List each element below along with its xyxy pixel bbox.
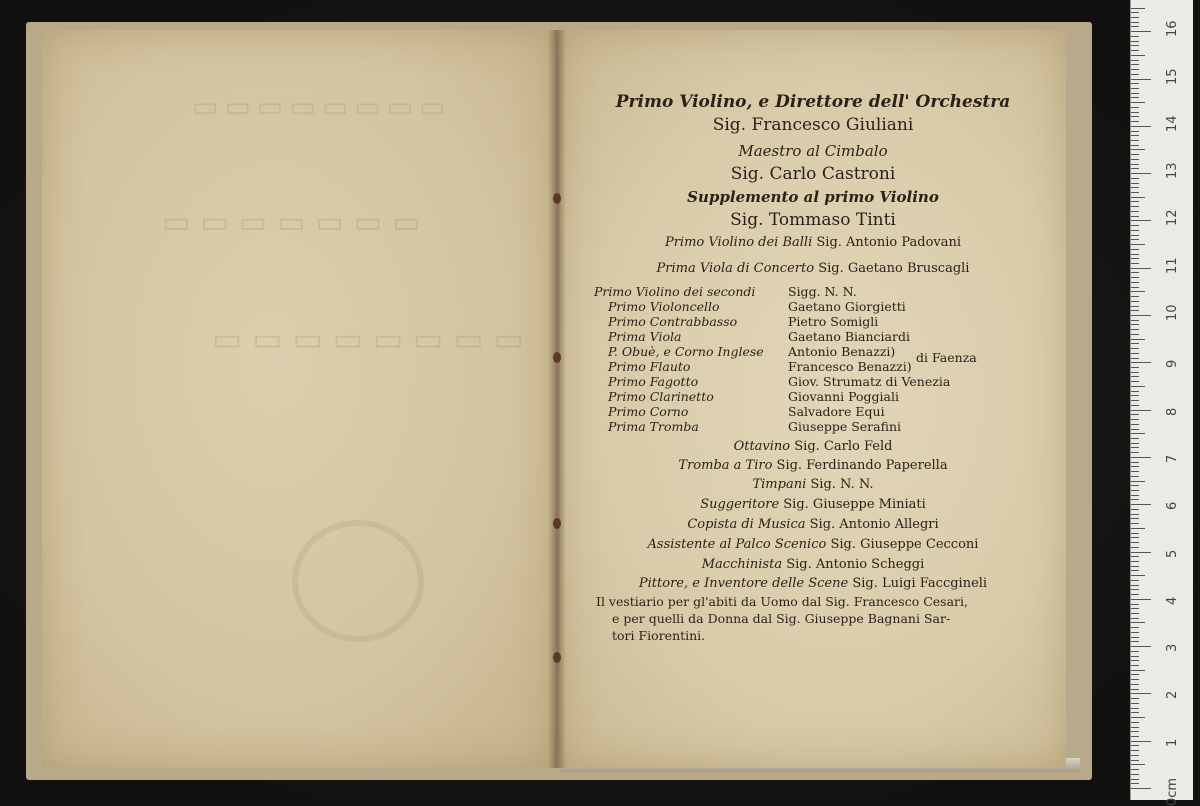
credit-name: Sig. Gaetano Bruscagli xyxy=(818,261,970,276)
ruler-tick xyxy=(1131,320,1139,321)
orchestra-role: P. Obuè, e Corno Inglese xyxy=(608,344,764,359)
ruler-tick xyxy=(1131,651,1139,652)
ruler-tick xyxy=(1131,220,1151,221)
ruler-tick xyxy=(1131,187,1139,188)
ruler-tick xyxy=(1131,731,1139,732)
orchestra-name: Giov. Strumatz di Venezia xyxy=(788,374,951,389)
ruler-tick xyxy=(1131,69,1139,70)
credit-name: Sig. Carlo Castroni xyxy=(730,164,896,184)
ruler-tick xyxy=(1131,755,1139,756)
show-through-title-2: ▭▭▭▭▭▭▭▭ xyxy=(212,320,534,358)
ruler-tick xyxy=(1131,287,1139,288)
ruler-tick xyxy=(1131,660,1139,661)
ruler-tick xyxy=(1131,703,1139,704)
ruler-tick xyxy=(1131,173,1151,174)
ruler-tick xyxy=(1131,97,1139,98)
ruler-tick xyxy=(1131,575,1145,576)
credit-name: Sig. Antonio Padovani xyxy=(816,235,962,250)
ruler-tick xyxy=(1131,391,1139,392)
credit-name: Sig. Antonio Allegri xyxy=(809,517,939,532)
ruler-tick xyxy=(1131,689,1139,690)
credit-name: Sig. Carlo Feld xyxy=(794,439,893,454)
vestiario-line: tori Fiorentini. xyxy=(612,628,706,643)
orchestra-name: Salvadore Equi xyxy=(788,404,885,419)
binding-stitch xyxy=(553,193,561,204)
ruler-label: 5 xyxy=(1165,549,1180,558)
ruler-tick xyxy=(1131,50,1139,51)
ruler-tick xyxy=(1131,367,1139,368)
ruler-tick xyxy=(1131,244,1145,245)
ruler-tick xyxy=(1131,26,1139,27)
ruler-tick xyxy=(1131,414,1139,415)
credit-block-2 xyxy=(560,142,1066,184)
credit-role: Macchinista xyxy=(701,557,783,572)
ruler-tick xyxy=(1131,514,1139,515)
ruler-tick xyxy=(1131,495,1139,496)
ruler-tick xyxy=(1131,679,1139,680)
ruler-tick xyxy=(1131,263,1139,264)
ruler-tick xyxy=(1131,627,1139,628)
ruler-tick xyxy=(1131,429,1139,430)
orchestra-role: Primo Violino dei secondi xyxy=(594,284,756,299)
ruler-tick xyxy=(1131,632,1139,633)
ruler-tick xyxy=(1131,83,1139,84)
ruler-tick xyxy=(1131,613,1139,614)
ruler-tick xyxy=(1131,504,1151,505)
ruler-tick xyxy=(1131,741,1151,742)
ruler-tick xyxy=(1131,74,1139,75)
credit-name: Sig. Tommaso Tinti xyxy=(730,210,896,230)
ruler-tick xyxy=(1131,618,1139,619)
ruler-label: 13 xyxy=(1165,162,1180,180)
right-page xyxy=(560,30,1066,768)
ruler-tick xyxy=(1131,353,1139,354)
ruler-tick xyxy=(1131,783,1139,784)
binding-stitch xyxy=(553,352,561,363)
ruler-tick xyxy=(1131,291,1145,292)
ruler-tick xyxy=(1131,107,1139,108)
ruler-tick xyxy=(1131,329,1139,330)
ruler-tick xyxy=(1131,12,1139,13)
ruler-tick xyxy=(1131,684,1139,685)
ruler-tick xyxy=(1131,476,1139,477)
ruler-label: 9 xyxy=(1165,360,1180,369)
credit-role: Primo Violino dei Balli xyxy=(664,235,813,250)
ruler-tick xyxy=(1131,79,1151,80)
ruler-tick xyxy=(1131,272,1139,273)
binding-stitch xyxy=(553,652,561,663)
ruler-label: 0cm xyxy=(1165,777,1180,806)
ruler-tick xyxy=(1131,779,1139,780)
ruler-tick xyxy=(1131,656,1139,657)
ruler-tick xyxy=(1131,518,1139,519)
credit-line xyxy=(560,261,1066,276)
ruler-tick xyxy=(1131,277,1139,278)
credit-role: Supplemento al primo Violino xyxy=(687,188,939,206)
ruler-tick xyxy=(1131,641,1139,642)
credit-role: Prima Viola di Concerto xyxy=(656,261,815,276)
ruler-tick xyxy=(1131,64,1139,65)
ruler-tick xyxy=(1131,547,1139,548)
credit-role: Maestro al Cimbalo xyxy=(738,142,888,160)
ruler-tick xyxy=(1131,201,1139,202)
ruler-tick xyxy=(1131,745,1139,746)
ruler-tick xyxy=(1131,542,1139,543)
ruler-label: 2 xyxy=(1165,691,1180,700)
faenza-note: di Faenza xyxy=(916,350,977,365)
orchestra-role: Primo Corno xyxy=(608,404,689,419)
ruler-tick xyxy=(1131,358,1139,359)
ruler-tick xyxy=(1131,126,1151,127)
credit-name: Sig. Ferdinando Paperella xyxy=(776,458,948,473)
orchestra-name: Gaetano Bianciardi xyxy=(788,329,910,344)
ruler-label: 7 xyxy=(1165,454,1180,463)
ruler-tick xyxy=(1131,149,1145,150)
ruler-tick xyxy=(1131,168,1139,169)
ruler-tick xyxy=(1131,533,1139,534)
orchestra-name: Giuseppe Serafini xyxy=(788,419,901,434)
ruler-tick xyxy=(1131,589,1139,590)
ruler-tick xyxy=(1131,164,1139,165)
orchestra-role: Primo Contrabbasso xyxy=(608,314,738,329)
ruler-tick xyxy=(1131,670,1145,671)
ruler-tick xyxy=(1131,447,1139,448)
credit-block-1 xyxy=(560,92,1066,135)
credit-name: Sig. Francesco Giuliani xyxy=(712,115,914,135)
ruler-tick xyxy=(1131,306,1139,307)
ruler-tick xyxy=(1131,22,1139,23)
ruler-tick xyxy=(1131,386,1145,387)
orchestra-name: Pietro Somigli xyxy=(788,314,879,329)
ruler-tick xyxy=(1131,183,1139,184)
orchestra-role: Primo Clarinetto xyxy=(608,389,714,404)
credit-line xyxy=(560,458,1066,473)
credit-role: Timpani xyxy=(752,477,807,492)
show-through-heading: ▭▭▭▭▭▭▭▭ xyxy=(192,90,452,123)
ruler-tick xyxy=(1131,566,1139,567)
ruler-tick xyxy=(1131,585,1139,586)
ruler-tick xyxy=(1131,736,1139,737)
ruler-tick xyxy=(1131,88,1139,89)
ruler-tick xyxy=(1131,471,1139,472)
orchestra-role: Prima Viola xyxy=(608,329,682,344)
ruler-tick xyxy=(1131,216,1139,217)
ruler-tick xyxy=(1131,523,1139,524)
ruler-label: 4 xyxy=(1165,596,1180,605)
ruler-tick xyxy=(1131,457,1151,458)
ruler-tick xyxy=(1131,45,1139,46)
ruler-tick xyxy=(1131,443,1139,444)
ruler-tick xyxy=(1131,462,1139,463)
show-through-title: ▭▭▭▭▭▭▭ xyxy=(162,205,431,240)
ruler-tick xyxy=(1131,712,1139,713)
ruler-tick xyxy=(1131,481,1145,482)
ruler-tick xyxy=(1131,604,1139,605)
ruler-tick xyxy=(1131,31,1151,32)
ruler-tick xyxy=(1131,230,1139,231)
ruler-tick xyxy=(1131,750,1139,751)
ruler-tick xyxy=(1131,395,1139,396)
ruler-tick xyxy=(1131,192,1139,193)
orchestra-name: Gaetano Giorgietti xyxy=(788,299,906,314)
ruler-tick xyxy=(1131,178,1139,179)
ruler-tick xyxy=(1131,296,1139,297)
credit-name: Sig. Giuseppe Cecconi xyxy=(830,537,979,552)
ruler-tick xyxy=(1131,362,1151,363)
ruler-tick xyxy=(1131,324,1139,325)
ruler-tick xyxy=(1131,258,1139,259)
ruler-tick xyxy=(1131,537,1139,538)
credit-name: Sig. Antonio Scheggi xyxy=(786,557,925,572)
ruler-tick xyxy=(1131,769,1139,770)
credit-role: Assistente al Palco Scenico xyxy=(647,537,827,552)
credit-line xyxy=(560,517,1066,532)
credit-line xyxy=(560,439,1066,454)
ruler-tick xyxy=(1131,622,1145,623)
ruler-tick xyxy=(1131,60,1139,61)
ruler-tick xyxy=(1131,145,1139,146)
left-page xyxy=(42,30,556,768)
ruler-label: 11 xyxy=(1165,257,1180,274)
ruler-tick xyxy=(1131,55,1145,56)
ruler-tick xyxy=(1131,608,1139,609)
ruler-tick xyxy=(1131,727,1139,728)
ruler-tick xyxy=(1131,348,1139,349)
orchestra-name: Francesco Benazzi) xyxy=(788,359,912,374)
ruler-tick xyxy=(1131,310,1139,311)
ruler-tick xyxy=(1131,485,1139,486)
ruler-tick xyxy=(1131,674,1139,675)
ruler-tick xyxy=(1131,372,1139,373)
ruler-tick xyxy=(1131,556,1139,557)
ruler-tick xyxy=(1131,788,1151,789)
ruler-tick xyxy=(1131,8,1145,9)
ruler-tick xyxy=(1131,764,1145,765)
ruler-tick xyxy=(1131,438,1139,439)
ruler-tick xyxy=(1131,419,1139,420)
ruler-tick xyxy=(1131,509,1139,510)
ruler-tick xyxy=(1131,135,1139,136)
ruler-tick xyxy=(1131,528,1145,529)
ruler-tick xyxy=(1131,249,1139,250)
ruler-label: 12 xyxy=(1165,209,1180,227)
ruler-tick xyxy=(1131,760,1139,761)
orchestra-name: Sigg. N. N. xyxy=(788,284,857,299)
ruler-tick xyxy=(1131,433,1145,434)
show-through-vignette xyxy=(292,520,424,642)
ruler-tick xyxy=(1131,490,1139,491)
credit-name: Sig. N. N. xyxy=(810,477,874,492)
measurement-ruler xyxy=(1130,0,1193,806)
ruler-tick xyxy=(1131,206,1139,207)
ruler-tick xyxy=(1131,424,1139,425)
ruler-tick xyxy=(1131,561,1139,562)
ruler-tick xyxy=(1131,376,1139,377)
credit-role: Pittore, e Inventore delle Scene xyxy=(638,576,849,591)
ruler-label: 14 xyxy=(1165,115,1180,132)
ruler-tick xyxy=(1131,637,1139,638)
credit-name: Sig. Giuseppe Miniati xyxy=(783,497,926,512)
ruler-tick xyxy=(1131,343,1139,344)
ruler-tick xyxy=(1131,410,1151,411)
credit-line xyxy=(560,235,1066,250)
ruler-label: 15 xyxy=(1165,67,1180,85)
ruler-tick xyxy=(1131,93,1139,94)
ruler-label: 1 xyxy=(1165,738,1180,747)
ruler-tick xyxy=(1131,594,1139,595)
ruler-tick xyxy=(1131,381,1139,382)
ruler-tick xyxy=(1131,211,1139,212)
ruler-tick xyxy=(1131,722,1139,723)
ruler-tick xyxy=(1131,159,1139,160)
orchestra-name: Giovanni Poggiali xyxy=(788,389,899,404)
ruler-tick xyxy=(1131,466,1139,467)
ruler-tick xyxy=(1131,315,1151,316)
credit-name: Sig. Luigi Faccgineli xyxy=(852,576,988,591)
ruler-tick xyxy=(1131,131,1139,132)
ruler-label: 8 xyxy=(1165,407,1180,416)
ruler-tick xyxy=(1131,552,1151,553)
credit-line xyxy=(560,477,1066,492)
credit-role: Copista di Musica xyxy=(687,517,806,532)
ruler-tick xyxy=(1131,268,1151,269)
credit-line xyxy=(560,537,1066,552)
ruler-tick xyxy=(1131,282,1139,283)
ruler-tick xyxy=(1131,112,1139,113)
ruler-label: 3 xyxy=(1165,643,1180,653)
ruler-tick xyxy=(1131,405,1139,406)
credit-line xyxy=(560,557,1066,572)
orchestra-role: Primo Flauto xyxy=(608,359,691,374)
credit-role: Tromba a Tiro xyxy=(678,458,773,473)
credit-role: Suggeritore xyxy=(700,497,780,512)
ruler-tick xyxy=(1131,570,1139,571)
ruler-tick xyxy=(1131,499,1139,500)
ruler-tick xyxy=(1131,339,1145,340)
ruler-tick xyxy=(1131,254,1139,255)
ruler-tick xyxy=(1131,116,1139,117)
credit-role: Primo Violino, e Direttore dell' Orchestra xyxy=(615,92,1011,112)
ruler-tick xyxy=(1131,452,1139,453)
ruler-tick xyxy=(1131,599,1151,600)
ruler-tick xyxy=(1131,580,1139,581)
credit-role: Ottavino xyxy=(733,439,791,454)
ruler-tick xyxy=(1131,154,1139,155)
credit-block-3 xyxy=(560,188,1066,230)
orchestra-role: Primo Fagotto xyxy=(608,374,699,389)
ruler-tick xyxy=(1131,400,1139,401)
vestiario-line: Il vestiario per gl'abiti da Uomo dal Sig. Francesco Cesari, xyxy=(596,594,968,609)
ruler-tick xyxy=(1131,646,1151,647)
orchestra-role: Primo Violoncello xyxy=(608,299,720,314)
ruler-tick xyxy=(1131,102,1145,103)
ruler-label: 6 xyxy=(1165,501,1180,511)
ruler-tick xyxy=(1131,121,1139,122)
ruler-label: 10 xyxy=(1165,304,1180,321)
ruler-tick xyxy=(1131,235,1139,236)
orchestra-name: Antonio Benazzi) xyxy=(788,344,896,359)
ruler-tick xyxy=(1131,301,1139,302)
ruler-tick xyxy=(1131,774,1139,775)
vestiario-line: e per quelli da Donna dal Sig. Giuseppe Bagnani Sar- xyxy=(612,611,951,626)
ruler-tick xyxy=(1131,717,1145,718)
ruler-tick xyxy=(1131,665,1139,666)
ruler-tick xyxy=(1131,197,1145,198)
credit-line xyxy=(560,576,1066,591)
ruler-tick xyxy=(1131,225,1139,226)
credit-line xyxy=(560,497,1066,512)
ruler-tick xyxy=(1131,239,1139,240)
ruler-tick xyxy=(1131,698,1139,699)
ruler-tick xyxy=(1131,334,1139,335)
ruler-tick xyxy=(1131,708,1139,709)
ruler-tick xyxy=(1131,36,1139,37)
ruler-tick xyxy=(1131,41,1139,42)
ruler-tick xyxy=(1131,17,1139,18)
orchestra-role: Prima Tromba xyxy=(608,419,699,434)
ruler-label: 16 xyxy=(1165,20,1180,38)
ruler-tick xyxy=(1131,140,1139,141)
ruler-tick xyxy=(1131,693,1151,694)
binding-stitch xyxy=(553,518,561,529)
